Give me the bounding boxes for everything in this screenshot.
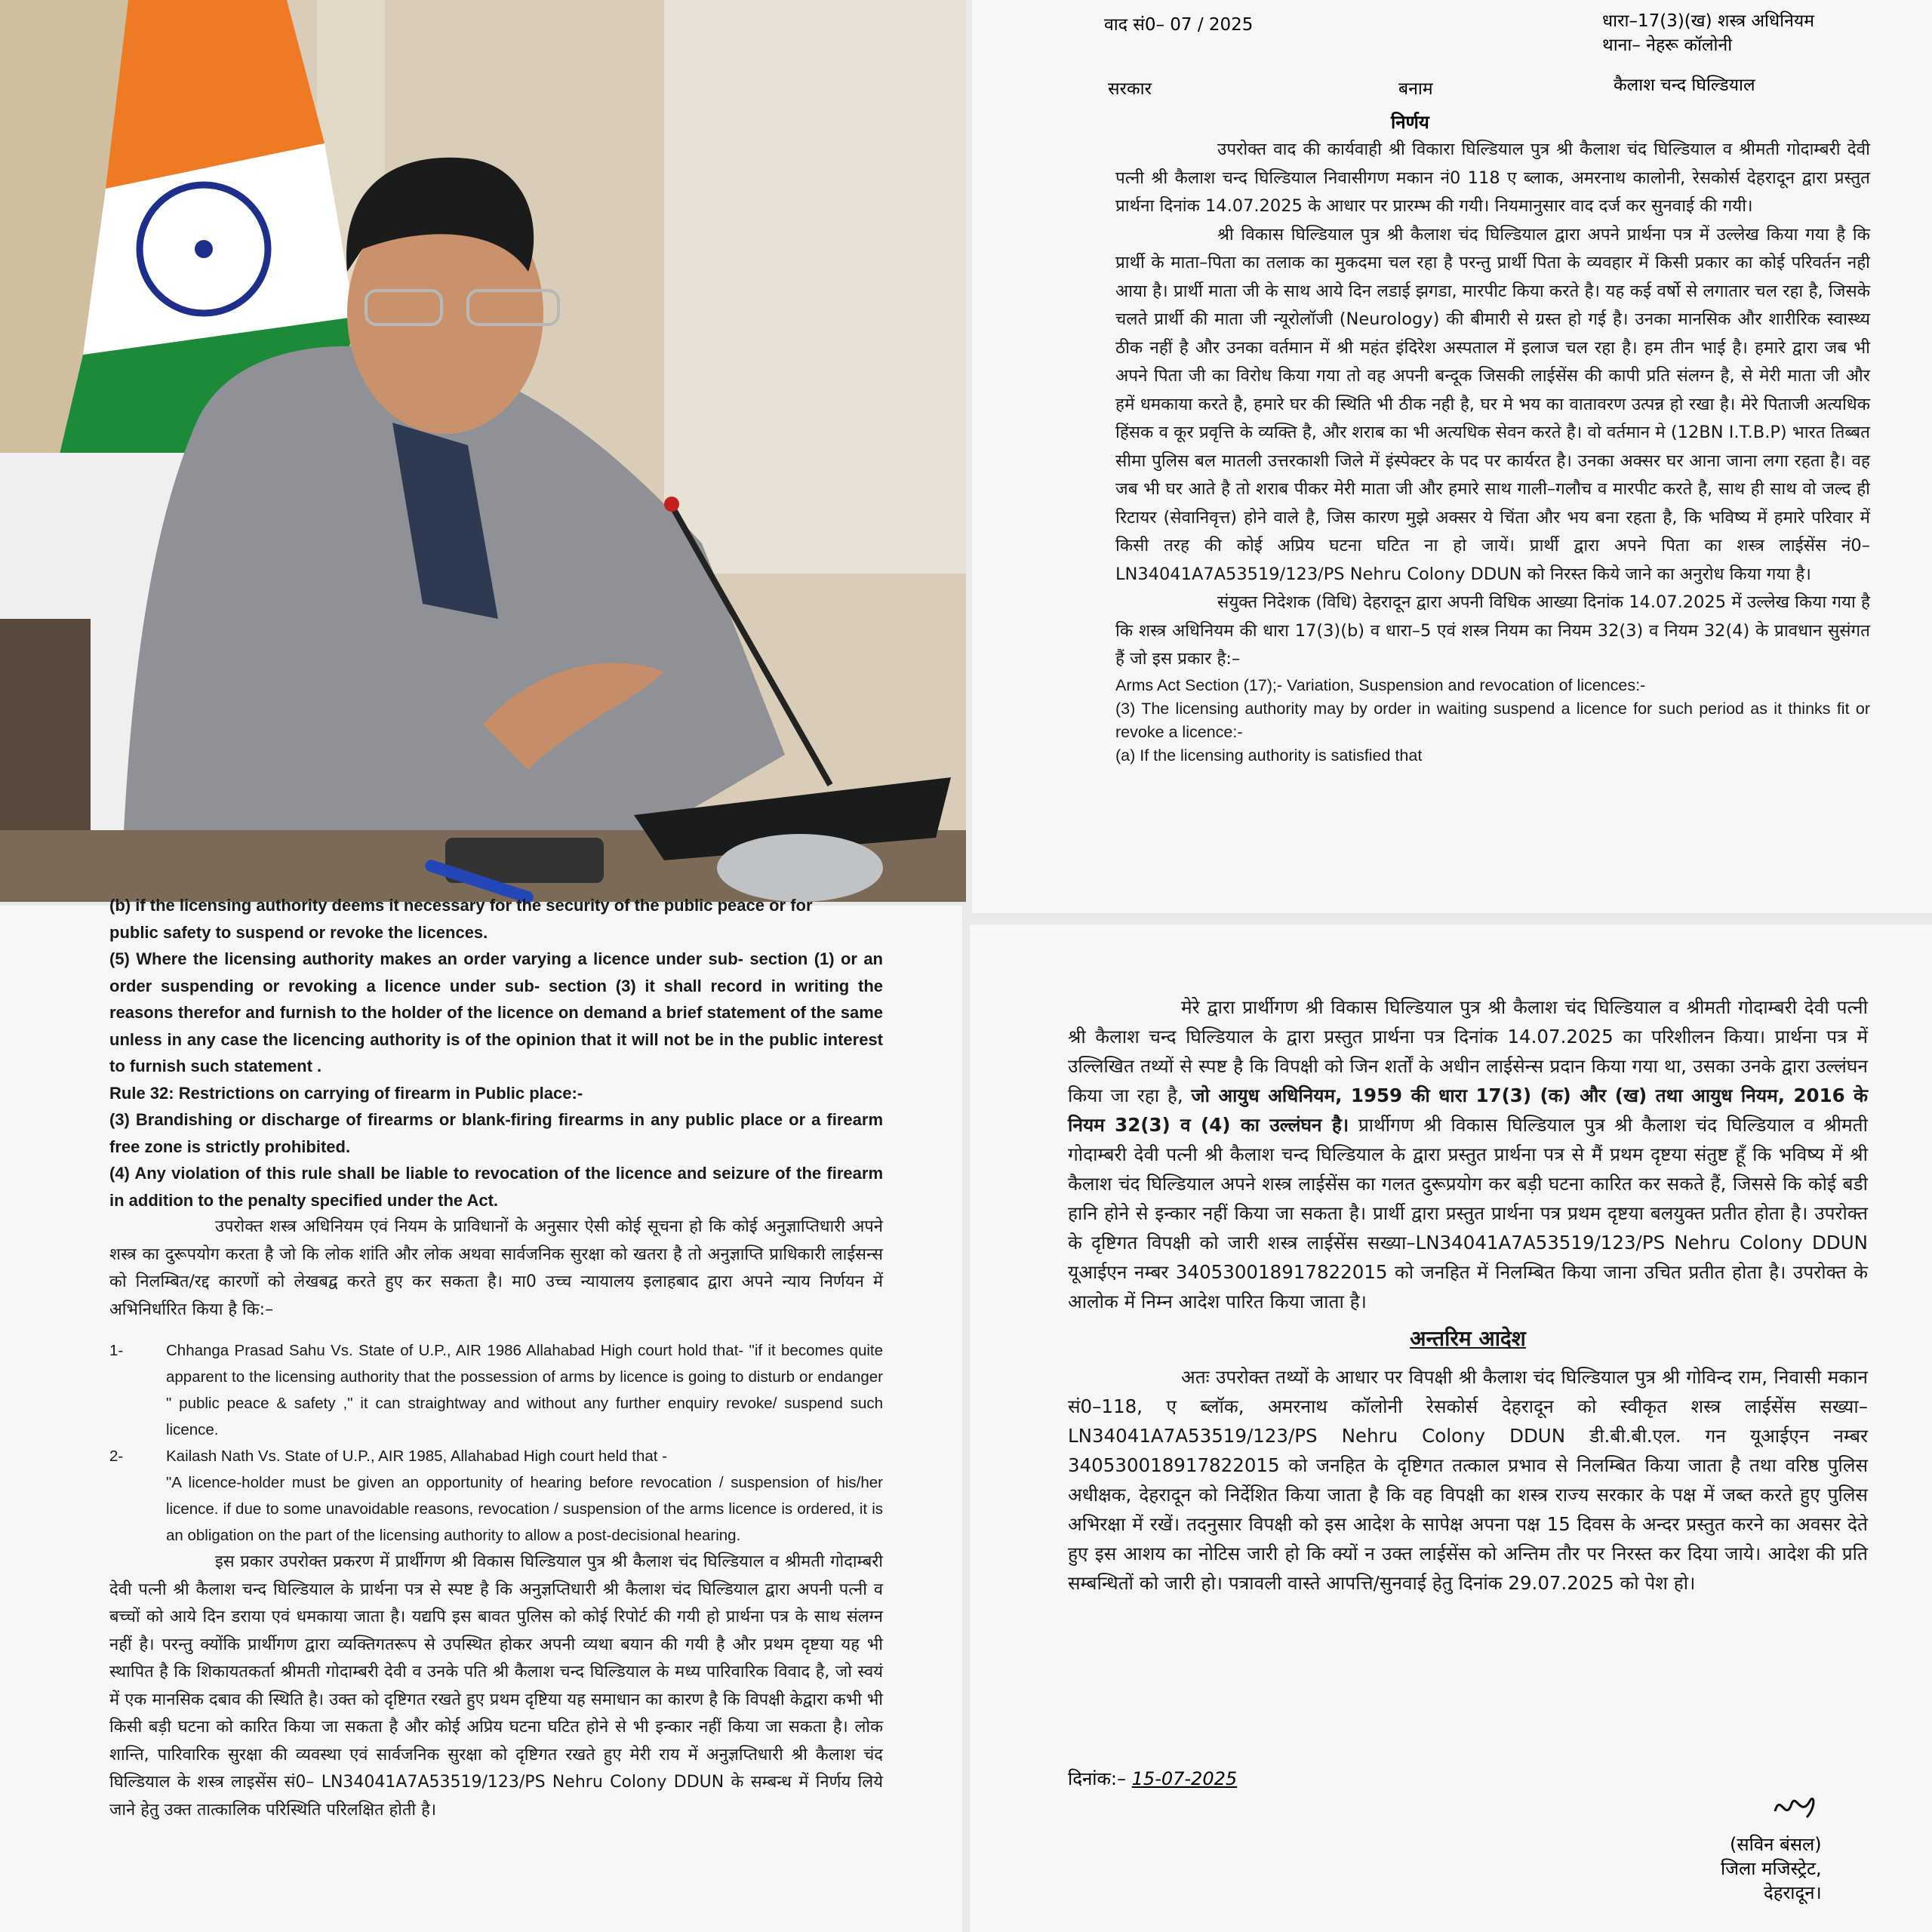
rule-32-4: (4) Any violation of this rule shall be liable to revocation of the licence and seizure of the firearm in addition to the penalty specified under the Act. bbox=[109, 1164, 883, 1210]
versus: बनाम bbox=[1398, 79, 1433, 99]
clause-b-end: public safety to suspend or revoke the licences. bbox=[109, 922, 488, 942]
act-section: धारा–17(3)(ख) शस्त्र अधिनियम bbox=[1602, 11, 1814, 31]
paragraph-review: मेरे द्वारा प्रार्थीगण श्री विकास घिल्डियाल पुत्र श्री कैलाश चंद घिल्डियाल व श्रीमती गोदाम्बरी देवी पत्नी श्री कैलाश चन्द घिल्डियाल के द्वारा प्रस्तुत प्रार्थना पत्र दिनांक 14.07.2025 का परिशीलन किया। प्रार्थना पत्र में उल्लिखित तथ्यों से स्पष्ट है कि विपक्षी को जिन शर्तों के अधीन लाईसेन्स प्रदान किया गया था, उसका उनके द्वारा उल्लंघन किया जा रहा है, जो आयुध अधिनियम, 1959 की धारा 17(3) (क) और (ख) तथा आयुध नियम, 2016 के नियम 32(3) व (4) का उल्लंघन है। प्रार्थीगण श्री विकास घिल्डियाल पुत्र श्री कैलाश चंद घिल्डियाल व श्रीमती गोदाम्बरी देवी पत्नी श्री कैलाश चन्द घिल्डियाल के द्वारा प्रस्तुत प्रार्थना पत्र से मैं प्रथम दृष्टया संतुष्ट हूँ कि भविष्य में श्री कैलाश चंद घिल्डियाल अपने शस्त्र लाईसेंस का गलत दुरूप्रयोग कर बड़ी घटना कारित कर सकते हैं, जिससे कि कोई बडी हानि होने से इन्कार नहीं किया जा सकता है। प्रार्थी द्वारा प्रस्तुत प्रार्थना पत्र प्रथम दृष्टया बलयुक्त प्रतीत होता है। उपरोक्त के दृष्टिगत विपक्षी को जारी शस्त्र लाईसेंस सख्या–LN34041A7A53519/123/PS Nehru Colony DDUN यूआईएन नम्बर 340530018917822015 को जनहित में निलम्बित किया जाना उचित प्रतीत होता है। उपरोक्त के आलोक में निम्न आदेश पारित किया जाता है। bbox=[1068, 996, 1868, 1312]
document-title: निर्णय bbox=[1391, 112, 1429, 133]
order-page-1 bbox=[972, 0, 1932, 913]
paragraph-provisions: उपरोक्त शस्त्र अधिनियम एवं नियम के प्राविधानों के अनुसार ऐसी कोई सूचना हो कि कोई अनुज्ञाप्तिधारी अपने शस्त्र का दुरूपयोग करता है जो कि लोक शांति और लोक अथवा सार्वजनिक सुरक्षा को खतरा है तो अनुज्ञाप्ति प्राधिकारी लाईसन्स को निलम्बित/रद्द कारणों को लेखबद्व करते हुए कर सकता है। मा0 उच्च न्यायालय इलाहबाद द्वारा अपने न्याय निर्णयन में अभिनिर्धारित किया है कि:– bbox=[109, 1217, 883, 1319]
paragraph-analysis: इस प्रकार उपरोक्त प्रकरण में प्रार्थीगण श्री विकास घिल्डियाल पुत्र श्री कैलाश चंद घिल्डियाल व श्रीमती गोदाम्बरी देवी पत्नी श्री कैलाश चन्द घिल्डियाल के प्रार्थना पत्र से स्पष्ट है कि अनुज्ञप्तिधारी श्री कैलाश चंद घिल्डियाल द्वारा अपनी पत्नी व बच्चों को आये दिन डराया एवं धमकाया जाता है। यद्यपि इस बावत पुलिस को कोई रिपोर्ट की गयी हो प्रार्थना पत्र के साथ संलग्न नहीं है। परन्तु क्योंकि प्रार्थीगण द्वारा व्यक्तिगतरूप से उपस्थित होकर अपनी व्यथा बयान की गयी है और प्रथम दृष्टया यह भी स्थापित है कि शिकायतकर्ता श्रीमती गोदाम्बरी देवी व उनके पति श्री कैलाश चन्द घिल्डियाल के मध्य पारिवारिक विवाद है, जो स्वयं में एक मानसिक दबाव की स्थिति है। उक्त को दृष्टिगत रखते हुए प्रथम दृष्टिया यह समाधान का कारण है कि विपक्षी केद्वारा कभी भी किसी बड़ी घटना को कारित किया जा सकता है और कोई अप्रिय घटना घटित होने से भी इन्कार नहीं किया जा सकता है। लोक शान्ति, पारिवारिक सुरक्षा की व्यवस्था एवं सार्वजनिक सुरक्षा को दृष्टिगत रखते हुए मेरी राय में अनुज्ञप्तिधारी श्री कैलाश चंद घिल्डियाल के शस्त्र लाइसेंस सं0– LN34041A7A53519/123/PS Nehru Colony DDUN के सम्बन्ध में निर्णय लिये जाने हेतु उक्त तात्कालिक परिस्थिति परिलक्षित होती है। bbox=[109, 1552, 883, 1820]
rule-32-heading: Rule 32: Restrictions on carrying of firearm in Public place:- bbox=[109, 1083, 583, 1103]
rule-32-3: (3) Brandishing or discharge of firearms or blank-firing firearms in any public place or a firearm free zone is strictly prohibited. bbox=[109, 1110, 883, 1156]
clause-5: (5) Where the licensing authority makes an order varying a licence under sub- section (1) or an order suspending or revoking a licence under sub- section (3) it shall record in writing the reasons therefor and furnish to the holder of the licence on demand a brief statement of the same unless in any case the licencing authority is of the opinion that it will not be in the public interest to furnish such statement . bbox=[109, 949, 883, 1075]
arms-act-clause-3: (3) The licensing authority may by order in waiting suspend a licence for such period as it thinks fit or revoke a licence:- bbox=[1115, 699, 1870, 741]
arms-act-clause-a: (a) If the licensing authority is satisfied that bbox=[1115, 746, 1423, 764]
party-right: कैलाश चन्द घिल्डियाल bbox=[1614, 75, 1755, 95]
order-date: दिनांक:– 15-07-2025 bbox=[1068, 1768, 1238, 1789]
signature-block bbox=[1721, 1789, 1822, 1905]
case-citation-2: 2- Kailash Nath Vs. State of U.P., AIR 1985, Allahabad High court held that - bbox=[109, 1447, 667, 1465]
order-page-2 bbox=[0, 896, 962, 1932]
case-number: वाद सं0– 07 / 2025 bbox=[1104, 15, 1254, 35]
page1-body bbox=[1115, 136, 1870, 768]
case-quote: "A licence-holder must be given an opportunity of hearing before revocation / suspension of his/her licence. if due to some unavoidable reasons, revocation / suspension of the arms licence is ordered, it is an obligation on the part of the licensing authority to allow a post-decisional hearing. bbox=[166, 1474, 883, 1544]
signatory-name: (सविन बंसल) bbox=[1730, 1834, 1822, 1855]
page2-body bbox=[109, 892, 883, 1824]
interim-order-heading: अन्तरिम आदेश bbox=[1410, 1326, 1526, 1351]
page3-body bbox=[1068, 992, 1868, 1598]
paragraph-intro: उपरोक्त वाद की कार्यवाही श्री विकारा घिल्डियाल पुत्र श्री कैलाश चंद घिल्डियाल व श्रीमती गोदाम्बरी देवी पत्नी श्री कैलाश चन्द घिल्डियाल निवासीगण मकान नं0 118 ए ब्लाक, अमरनाथ कालोनी, रेसकोर्स देहरादून द्वारा प्रस्तुत प्रार्थना दिनांक 14.07.2025 के आधार पर प्रारम्भ की गयी। नियमानुसार वाद दर्ज कर सुनवाई की गयी। bbox=[1115, 140, 1870, 216]
signature-mark bbox=[1769, 1789, 1822, 1826]
official-photo bbox=[0, 0, 966, 902]
arms-act-heading: Arms Act Section (17);- Variation, Suspension and revocation of licences:- bbox=[1115, 675, 1646, 694]
paragraph-interim-order: अतः उपरोक्त तथ्यों के आधार पर विपक्षी श्री कैलाश चंद घिल्डियाल पुत्र श्री गोविन्द राम, निवासी मकान सं0–118, ए ब्लॉक, अमरनाथ कॉलोनी रेसकोर्स देहरादून को स्वीकृत शस्त्र लाईसेंस सख्या–LN34041A7A53519/123/PS Nehru Colony DDUN डी.बी.बी.एल. गन यूआईएन नम्बर 340530018917822015 को जनहित के दृष्टिगत तत्काल प्रभाव से निलम्बित किया जाता है तथा वरिष्ठ पुलिस अधीक्षक, देहरादून को निर्देशित किया जाता है कि वह विपक्षी का शस्त्र राज्य सरकार के पक्ष में जब्त करते हुए पुलिस अभिरक्षा में रखें। तदनुसार विपक्षी को इस आदेश के सापेक्ष अपना पक्ष 15 दिवस के अन्दर प्रस्तुत करने का अवसर देते हुए इस आशय का नोटिस जारी हो कि क्यों न उक्त लाईसेंस को अन्तिम तौर पर निरस्त कर दिया जाये। आदेश की प्रति सम्बन्धितों को जारी हो। पत्रावली वास्ते आपत्ति/सुनवाई हेतु दिनांक 29.07.2025 को पेश हो। bbox=[1068, 1366, 1868, 1594]
photo-illustration bbox=[0, 0, 966, 902]
clause-b-cut: (b) if the licensing authority deems it necessary for the security of the public peace or for bbox=[109, 896, 813, 915]
case-citation-1: 1- Chhanga Prasad Sahu Vs. State of U.P., AIR 1986 Allahabad High court hold that- "if it becomes quite apparent to the licensing authority that the possession of arms by licence is going to disturb or endanger " public peace & safety ," it can straightway and without any further enquiry revoke/ suspend such licence. bbox=[109, 1342, 883, 1438]
paragraph-complaint: श्री विकास घिल्डियाल पुत्र श्री कैलाश चंद घिल्डियाल द्वारा अपने प्रार्थना पत्र में उल्लेख किया गया है कि प्रार्थी के माता–पिता का तलाक का मुकदमा चल रहा है परन्तु प्रार्थी पिता के व्यवहार में किसी प्रकार का कोई परिवर्तन नही आया है। प्रार्थी माता जी के साथ आये दिन लडाई झगडा, मारपीट किया करते है। यह कई वर्षो से लगातार चल रहा है, जिसके चलते प्रार्थी की माता जी न्यूरोलॉजी (Neurology) की बीमारी से ग्रस्त हो गई है। उनका मानसिक और शारीरिक स्वास्थ्य ठीक नहीं है और उनका वर्तमान में श्री महंत इंदिरेश अस्पताल में इलाज चल रहा है। हम तीन भाई है। हमारे द्वारा जब भी अपने पिता जी का विरोध किया गया तो वह अपनी बन्दूक जिसकी लाईसेंस की कापी प्रति संलग्न है, से मेरी माता जी और हमें धमकाया करते है, हमारे घर की स्थिति भी ठीक नही है, घर मे भय का वातावरण उत्पन्न हो रखा है। मेरे पिताजी अत्यधिक हिंसक व कूर प्रवृत्ति के व्यक्ति है, और शराब का भी अत्यधिक सेवन करते है। वो वर्तमान मे (12BN I.T.B.P) भारत तिब्बत सीमा पुलिस बल मातली उत्तरकाशी जिले में इंस्पेक्टर के पद पर कार्यरत है। उनका अक्सर घर आना जाना लगा रहता है। वह जब भी घर आते है तो शराब पीकर मेरी माता जी और हमारे साथ गाली–गलौच व मारपीट करते है, साथ ही साथ वो जल्द ही रिटायर (सेवानिवृत्त) होने वाले है, जिस कारण मुझे अक्सर ये चिंता और भय बना रहता है, कि भविष्य में हमारे परिवार में किसी तरह की कोई अप्रिय घटना घटित ना हो जायें। प्रार्थी द्वारा अपने पिता का शस्त्र लाईसेंस नं0–LN34041A7A53519/123/PS Nehru Colony DDUN को निरस्त किये जाने का अनुरोध किया गया है। bbox=[1115, 224, 1870, 584]
handwritten-date: 15-07-2025 bbox=[1131, 1768, 1238, 1789]
police-station: थाना– नेहरू कॉलोनी bbox=[1602, 35, 1733, 55]
order-page-3 bbox=[970, 924, 1932, 1932]
paragraph-legal-report: संयुक्त निदेशक (विधि) देहरादून द्वारा अपनी विधिक आख्या दिनांक 14.07.2025 में उल्लेख किया गया है कि शस्त्र अधिनियम की धारा 17(3)(b) व धारा–5 एवं शस्त्र नियम का नियम 32(3) व नियम 32(4) के प्रावधान सुसंगत हैं जो इस प्रकार है:– bbox=[1115, 592, 1870, 669]
signatory-title: जिला मजिस्ट्रेट, bbox=[1721, 1858, 1822, 1879]
signatory-place: देहरादून। bbox=[1764, 1882, 1822, 1903]
party-left: सरकार bbox=[1108, 79, 1152, 99]
